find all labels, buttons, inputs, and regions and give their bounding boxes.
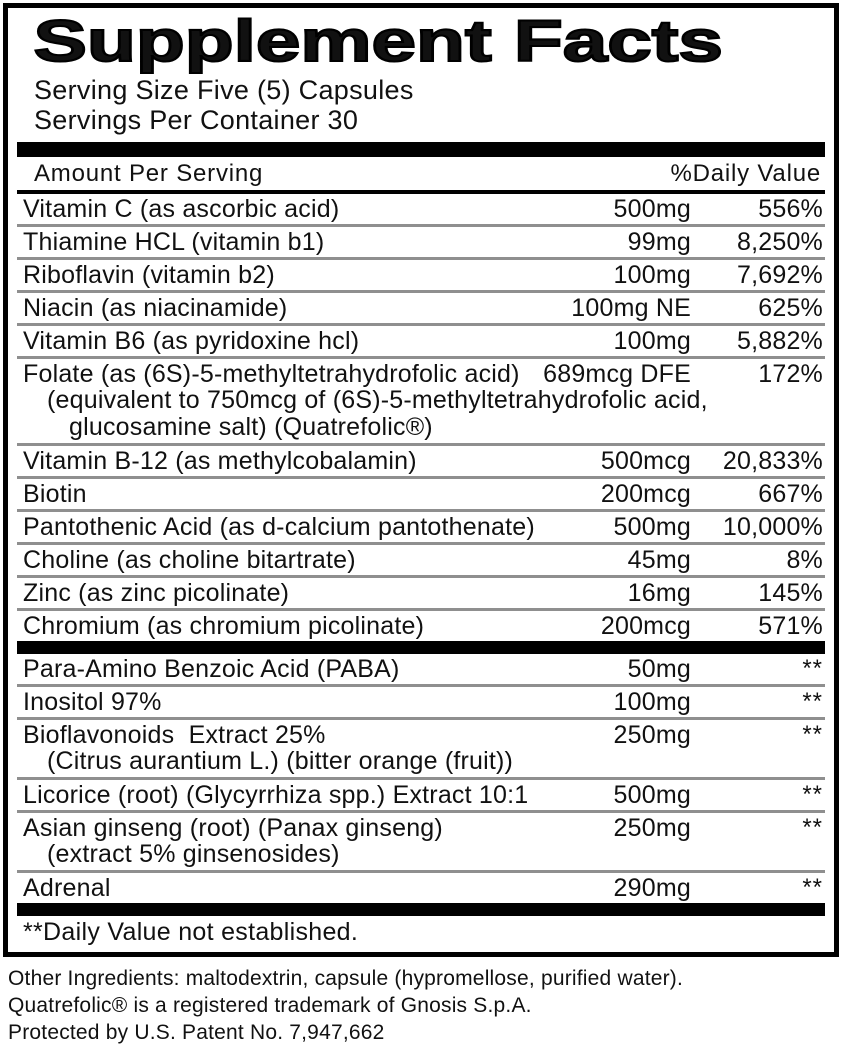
thick-divider-bottom	[17, 903, 825, 916]
nutrient-subline: (Citrus aurantium L.) (bitter orange (fruit))	[47, 747, 514, 775]
nutrient-daily-value: **	[802, 688, 823, 715]
nutrient-daily-value: 667%	[758, 480, 823, 508]
nutrient-name: Thiamine HCL (vitamin b1)	[23, 228, 325, 256]
nutrient-name: Adrenal	[23, 874, 111, 902]
nutrient-daily-value: 8%	[786, 546, 823, 574]
nutrient-daily-value: **	[802, 781, 823, 808]
nutrient-amount: 500mg	[613, 781, 691, 809]
nutrient-amount: 250mg	[613, 814, 691, 842]
table-row	[17, 476, 825, 509]
label-footer	[0, 957, 842, 1046]
nutrient-amount: 99mg	[627, 228, 691, 256]
nutrient-amount: 200mcg	[600, 612, 691, 640]
daily-value-header: %Daily Value	[670, 160, 821, 187]
nutrient-amount: 45mg	[627, 546, 691, 574]
table-row	[17, 509, 825, 542]
daily-value-footnote: **Daily Value not established.	[23, 918, 359, 946]
nutrient-daily-value: **	[802, 655, 823, 682]
nutrient-name: Zinc (as zinc picolinate)	[23, 579, 290, 607]
nutrient-daily-value: 556%	[758, 195, 823, 223]
table-row-folate	[17, 356, 825, 443]
nutrient-daily-value: 8,250%	[737, 228, 823, 256]
nutrient-daily-value: 20,833%	[722, 447, 823, 475]
nutrient-amount: 689mcg DFE	[543, 360, 691, 388]
nutrient-name: Choline (as choline bitartrate)	[23, 546, 356, 574]
nutrient-table-section-2	[17, 654, 825, 903]
panel-title: Supplement Facts	[33, 9, 723, 74]
nutrient-amount: 250mg	[613, 721, 691, 749]
nutrient-name: Inositol 97%	[23, 688, 162, 716]
nutrient-daily-value: 571%	[758, 612, 823, 640]
table-row	[17, 224, 825, 257]
table-row	[17, 608, 825, 641]
nutrient-daily-value: **	[802, 874, 823, 901]
table-row	[17, 575, 825, 608]
nutrient-daily-value: **	[802, 721, 823, 748]
nutrient-name: Chromium (as chromium picolinate)	[23, 612, 425, 640]
table-row-bioflavonoids	[17, 717, 825, 777]
nutrient-daily-value: 172%	[758, 360, 823, 388]
nutrient-amount: 500mcg	[600, 447, 691, 475]
nutrient-amount: 100mg	[613, 261, 691, 289]
supplement-facts-panel	[3, 3, 839, 957]
nutrient-name: Para-Amino Benzoic Acid (PABA)	[23, 655, 400, 683]
nutrient-name: Niacin (as niacinamide)	[23, 294, 288, 322]
nutrient-subline: (equivalent to 750mcg of (6S)-5-methyltetrahydrofolic acid,	[47, 386, 708, 414]
nutrient-amount: 16mg	[627, 579, 691, 607]
nutrient-daily-value: 10,000%	[722, 513, 823, 541]
nutrient-amount: 290mg	[613, 874, 691, 902]
table-row	[17, 257, 825, 290]
table-row	[17, 194, 825, 224]
nutrient-table-section-1	[17, 194, 825, 641]
thick-divider-top	[17, 142, 825, 157]
table-row	[17, 323, 825, 356]
patent-note: Protected by U.S. Patent No. 7,947,662	[8, 1021, 385, 1044]
nutrient-name: Vitamin C (as ascorbic acid)	[23, 195, 340, 223]
nutrient-name: Bioflavonoids Extract 25%	[23, 721, 326, 749]
table-row	[17, 290, 825, 323]
nutrient-name: Biotin	[23, 480, 87, 508]
table-row	[17, 777, 825, 810]
nutrient-amount: 500mg	[613, 513, 691, 541]
amount-per-serving-header: Amount Per Serving	[34, 160, 264, 187]
thick-divider-middle	[17, 641, 825, 654]
table-row	[17, 870, 825, 903]
nutrient-amount: 50mg	[627, 655, 691, 683]
nutrient-name: Pantothenic Acid (as d-calcium pantothenate)	[23, 513, 535, 541]
trademark-note: Quatrefolic® is a registered trademark of Gnosis S.p.A.	[8, 994, 532, 1017]
table-row	[17, 443, 825, 476]
nutrient-name: Riboflavin (vitamin b2)	[23, 261, 275, 289]
nutrient-name: Vitamin B6 (as pyridoxine hcl)	[23, 327, 360, 355]
nutrient-name: Licorice (root) (Glycyrrhiza spp.) Extract 10:1	[23, 781, 529, 809]
nutrient-daily-value: **	[802, 814, 823, 841]
table-row-asian-ginseng	[17, 810, 825, 870]
table-row	[17, 684, 825, 717]
table-row	[17, 654, 825, 684]
nutrient-name: Vitamin B-12 (as methylcobalamin)	[23, 447, 417, 475]
serving-size: Serving Size Five (5) Capsules	[34, 75, 414, 105]
nutrient-amount: 100mg NE	[571, 294, 691, 322]
table-row	[17, 542, 825, 575]
nutrient-name: Folate (as (6S)-5-methyltetrahydrofolic acid)	[23, 360, 520, 388]
nutrient-amount: 200mcg	[600, 480, 691, 508]
column-header-row	[17, 157, 825, 194]
nutrient-subline: glucosamine salt) (Quatrefolic®)	[69, 413, 433, 441]
nutrient-daily-value: 145%	[758, 579, 823, 607]
nutrient-amount: 100mg	[613, 327, 691, 355]
nutrient-daily-value: 7,692%	[737, 261, 823, 289]
nutrient-daily-value: 625%	[758, 294, 823, 322]
nutrient-name: Asian ginseng (root) (Panax ginseng)	[23, 814, 443, 842]
servings-per-container: Servings Per Container 30	[34, 105, 359, 135]
other-ingredients-note: Other Ingredients: maltodextrin, capsule (hypromellose, purified water).	[8, 967, 684, 990]
nutrient-amount: 100mg	[613, 688, 691, 716]
nutrient-subline: (extract 5% ginsenosides)	[47, 840, 340, 868]
nutrient-amount: 500mg	[613, 195, 691, 223]
nutrient-daily-value: 5,882%	[737, 327, 823, 355]
